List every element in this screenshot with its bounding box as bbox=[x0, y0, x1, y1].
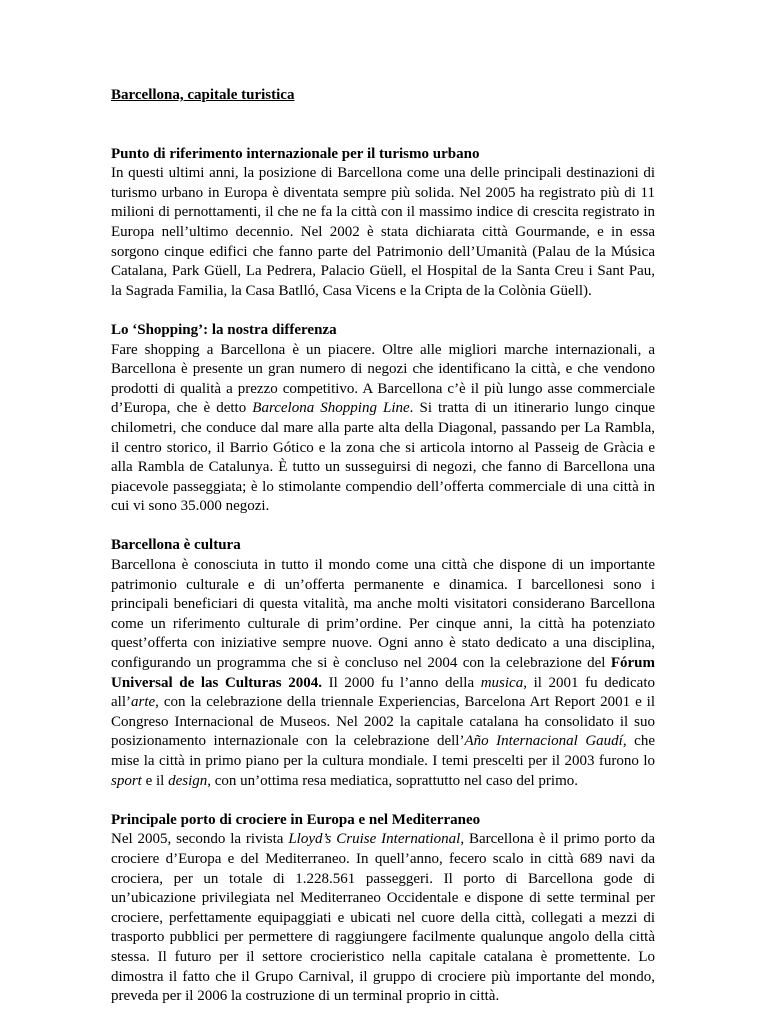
text-run: e il bbox=[141, 772, 169, 789]
section-shopping bbox=[111, 321, 655, 517]
text-run: In questi ultimi anni, la posizione di Barcellona come una delle principali destinazioni di turismo urbano in Europa è diventata sempre più solida. Nel 2005 ha registrato più di 11 milioni di pernottamenti, il che ne fa la città con il massimo indice di crescita registrato in Europa nell’ultimo decennio. Nel 2002 è stata dichiarata città Gourmande, e in essa sorgono cinque edifici che fanno parte del Patrimonio dell’Umanità (Palau de la Música Catalana, Park Güell, La Pedrera, Palacio Güell, el Hospital de la Santa Creu i Sant Pau, la Sagrada Familia, la Casa Batlló, Casa Vicens e la Cripta de la Colònia Güell). bbox=[111, 165, 655, 299]
section-cruise-port bbox=[111, 811, 655, 1007]
section-urban-tourism bbox=[111, 145, 655, 302]
text-run-italic: Lloyd’s Cruise International bbox=[288, 831, 461, 848]
text-run: , Barcellona è il primo porto da crociere d’Europa e del Mediterraneo. In quell’anno, fecero scalo in città 689 navi da crociera, per un totale di 1.228.561 passeggeri. Il porto di Barcellona gode di un’ubicazione privilegiata nel Mediterraneo Occidentale e dispone di sette terminal per crociere, perfettamente equipaggiati e ubicati nel cuore della città, collegati a mezzi di trasporto pubblici per permettere di raggiungere facilmente qualunque angolo della città stessa. Il futuro per il settore crocieristico nella capitale catalana è promettente. Lo dimostra il fatto che il Grupo Carnival, il gruppo di crociere più importante del mondo, preveda per il 2006 la costruzione di un terminal proprio in città. bbox=[111, 831, 656, 1005]
text-run: , con la celebrazione della triennale Experiencias, Barcelona Art Report 2001 e il Congreso Internacional de Museos. Nel 2002 la capitale catalana ha consolidato il suo posizionamento internazionale con la celebrazione dell’ bbox=[111, 694, 655, 750]
text-run: Nel 2005, secondo la rivista bbox=[111, 831, 289, 848]
text-run: , il 2001 fu dedicato all’ bbox=[111, 674, 655, 711]
section-heading: Punto di riferimento internazionale per il turismo urbano bbox=[111, 145, 480, 162]
text-run-italic: musica bbox=[480, 674, 524, 691]
text-run: Barcellona è conosciuta in tutto il mondo come una città che dispone di un importante patrimonio culturale e di un’offerta permanente e dinamica. I barcellonesi sono i principali beneficiari di questa vitalità, ma anche molti visitatori considerano Barcellona come un riferimento culturale di prim’ordine. Per cinque anni, la città ha potenziato quest’offerta con iniziative sempre nuove. Ogni anno è stato dedicato a una disciplina, configurando un programma che si è concluso nel 2004 con la celebrazione del bbox=[111, 557, 655, 672]
text-run-italic: arte bbox=[131, 694, 156, 711]
text-run-italic: Barcelona Shopping Line bbox=[252, 400, 410, 417]
section-paragraph bbox=[111, 341, 655, 517]
text-run-italic: Año Internacional Gaudí bbox=[464, 733, 623, 750]
document-page bbox=[111, 86, 655, 1026]
text-run-italic: sport bbox=[111, 772, 142, 789]
section-paragraph bbox=[111, 164, 655, 301]
document-title: Barcellona, capitale turistica bbox=[111, 87, 295, 103]
section-paragraph bbox=[111, 556, 655, 791]
text-run: Fare shopping a Barcellona è un piacere. Oltre alle migliori marche internazionali, a Barcellona è presente un gran numero di negozi che identificano la città, e che vendono prodotti di qualità a prezzo competitivo. A Barcellona c’è il più lungo asse commerciale d’Europa, che è detto bbox=[111, 341, 655, 417]
text-run-bold: Fórum Universal de las Culturas 2004. bbox=[111, 655, 655, 691]
text-run-italic: design bbox=[168, 772, 208, 789]
section-paragraph bbox=[111, 830, 655, 1006]
text-run: Il 2000 fu l’anno della bbox=[322, 674, 481, 691]
text-run: . Si tratta di un itinerario lungo cinque chilometri, che conduce dal mare alla parte alta della Diagonal, passando per La Rambla, il centro storico, il Barrio Gótico e la zona che si articola intorno al Passeig de Gràcia e alla Rambla de Catalunya. È tutto un susseguirsi di negozi, che fanno di Barcellona una piacevole passeggiata; è lo stimolante compendio dell’offerta commerciale di una città in cui vi sono 35.000 negozi. bbox=[111, 400, 655, 515]
section-heading: Barcellona è cultura bbox=[111, 537, 241, 554]
section-culture bbox=[111, 536, 655, 791]
section-heading: Principale porto di crociere in Europa e nel Mediterraneo bbox=[111, 811, 481, 828]
text-run: , che mise la città in primo piano per la cultura mondiale. I temi prescelti per il 2003 furono lo bbox=[111, 733, 655, 769]
section-heading: Lo ‘Shopping’: la nostra differenza bbox=[111, 321, 337, 338]
text-run: , con un’ottima resa mediatica, soprattutto nel caso del primo. bbox=[207, 772, 578, 789]
